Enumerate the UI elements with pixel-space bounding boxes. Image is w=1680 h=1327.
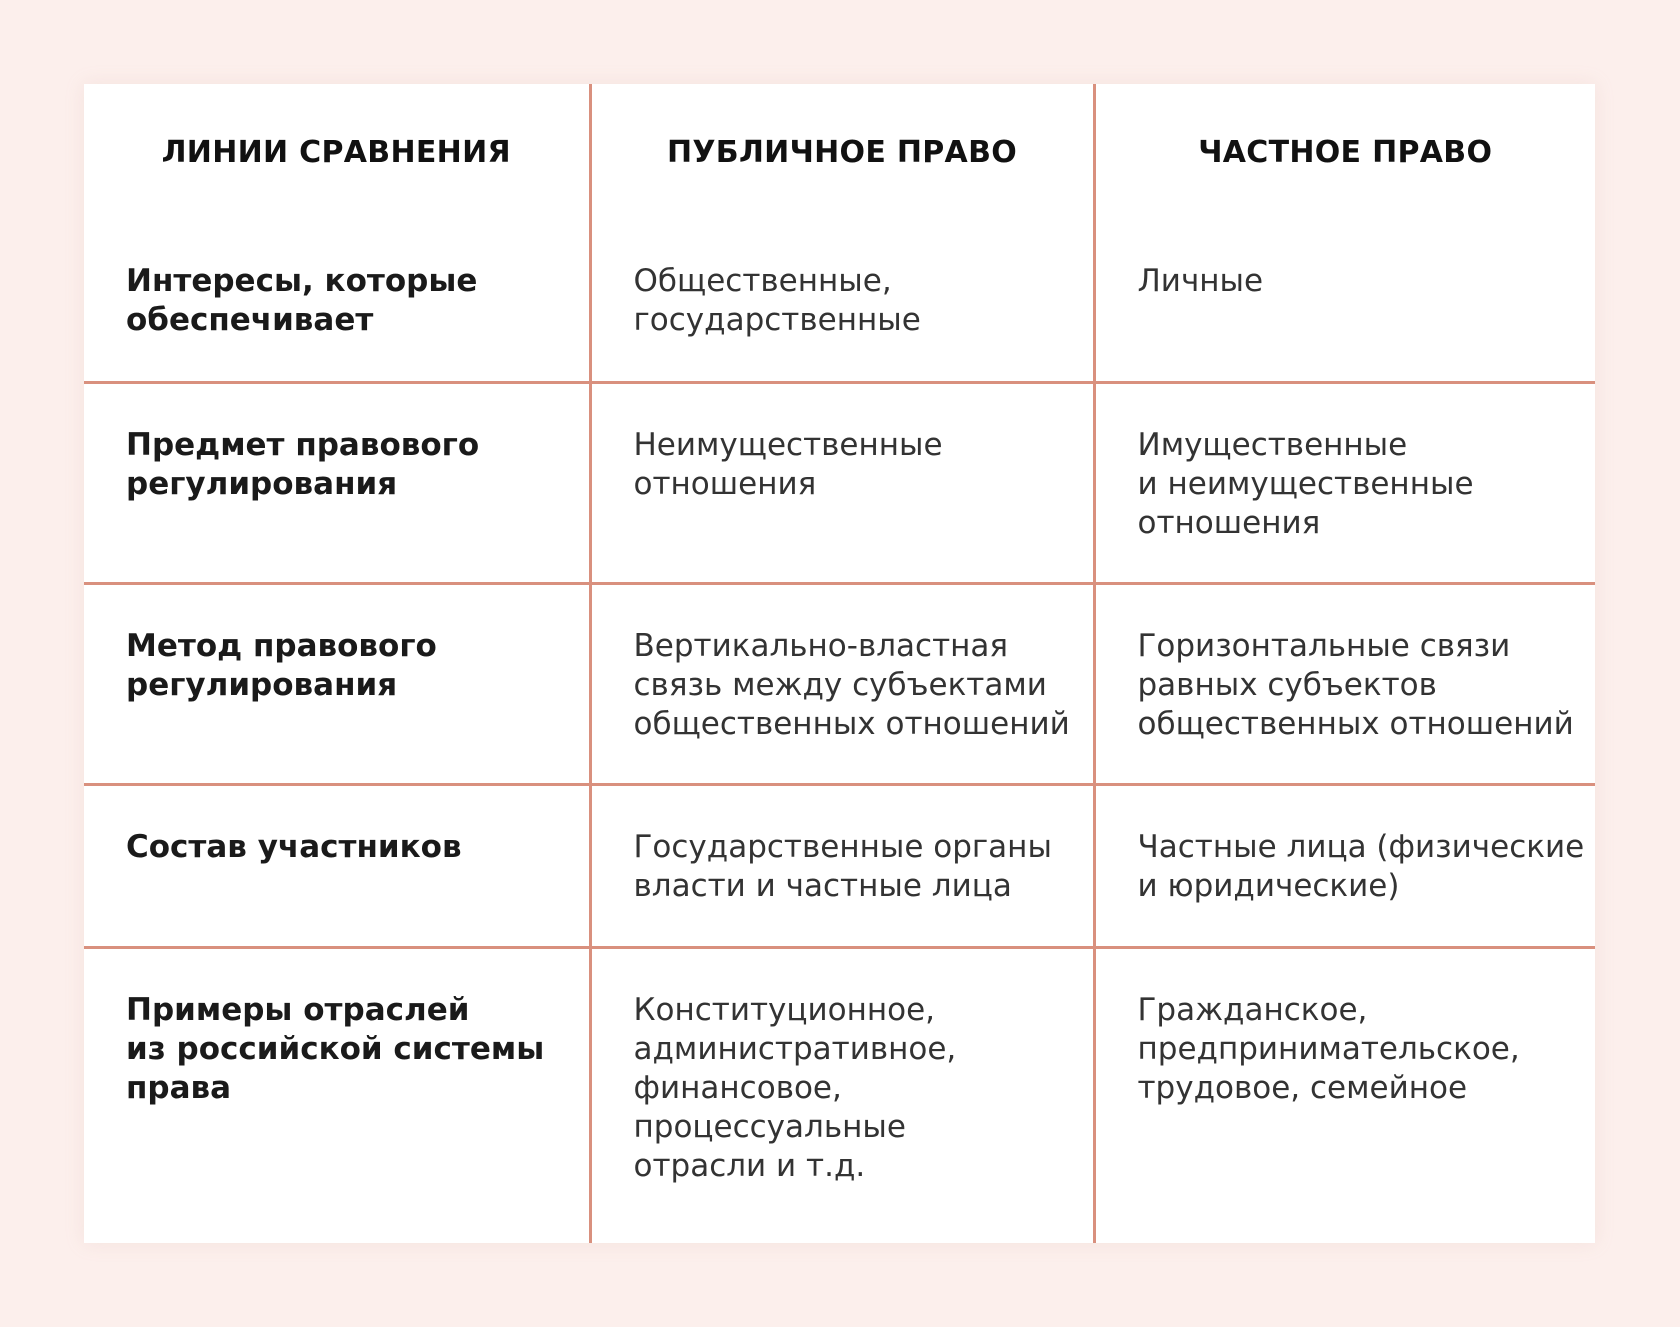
cell-line: отношения	[1137, 504, 1321, 541]
private-law-cell	[1094, 784, 1595, 947]
private-law-cell	[1094, 382, 1595, 583]
private-law-cell	[1094, 947, 1595, 1243]
cell-line: равных субъектов	[1137, 666, 1437, 703]
table-row	[84, 784, 1595, 947]
cell-line: и неимущественные	[1137, 465, 1474, 502]
cell-line: отношения	[633, 465, 817, 502]
cell-line: Метод правового	[126, 627, 437, 664]
cell-line: регулирования	[126, 465, 398, 502]
comparison-table	[84, 84, 1595, 1243]
cell-line: связь между субъектами	[633, 666, 1047, 703]
table-header-row	[84, 84, 1595, 220]
header-private-law: ЧАСТНОЕ ПРАВО	[1094, 84, 1595, 220]
cell-line: процессуальные	[633, 1108, 906, 1145]
public-law-cell	[590, 583, 1094, 784]
cell-line: Государственные органы	[633, 828, 1052, 865]
cell-line: Неимущественные	[633, 426, 943, 463]
public-law-cell	[590, 220, 1094, 382]
header-public-law: ПУБЛИЧНОЕ ПРАВО	[590, 84, 1094, 220]
cell-line: Имущественные	[1137, 426, 1408, 463]
cell-line: предпринимательское,	[1137, 1030, 1520, 1067]
cell-line: власти и частные лица	[633, 867, 1012, 904]
cell-line: Общественные,	[633, 263, 892, 299]
cell-line: Состав участников	[126, 828, 462, 865]
cell-line: Личные	[1137, 263, 1264, 299]
cell-line: из российской системы	[126, 1030, 545, 1067]
criterion-cell	[84, 947, 590, 1243]
comparison-card	[84, 84, 1595, 1243]
cell-line: регулирования	[126, 666, 398, 703]
criterion-cell	[84, 583, 590, 784]
cell-line: Предмет правового	[126, 426, 480, 463]
table-row	[84, 382, 1595, 583]
cell-line: Частные лица (физические	[1137, 828, 1585, 865]
criterion-cell	[84, 220, 590, 382]
public-law-cell	[590, 382, 1094, 583]
table-row	[84, 220, 1595, 382]
cell-line: Гражданское,	[1137, 991, 1368, 1028]
cell-line: общественных отношений	[633, 705, 1070, 742]
cell-line: отрасли и т.д.	[633, 1147, 866, 1184]
cell-line: обеспечивает	[126, 302, 374, 338]
cell-line: Горизонтальные связи	[1137, 627, 1511, 664]
private-law-cell	[1094, 220, 1595, 382]
table-row	[84, 583, 1595, 784]
public-law-cell	[590, 784, 1094, 947]
table-row	[84, 947, 1595, 1243]
cell-line: права	[126, 1069, 232, 1106]
cell-line: финансовое,	[633, 1069, 842, 1106]
private-law-cell	[1094, 583, 1595, 784]
cell-line: трудовое, семейное	[1137, 1069, 1468, 1106]
cell-line: и юридические)	[1137, 867, 1400, 904]
header-comparison-lines: ЛИНИИ СРАВНЕНИЯ	[84, 84, 590, 220]
public-law-cell	[590, 947, 1094, 1243]
criterion-cell	[84, 382, 590, 583]
cell-line: Примеры отраслей	[126, 991, 470, 1028]
cell-line: Интересы, которые	[126, 263, 478, 299]
cell-line: административное,	[633, 1030, 957, 1067]
cell-line: Конституционное,	[633, 991, 936, 1028]
cell-line: общественных отношений	[1137, 705, 1574, 742]
criterion-cell	[84, 784, 590, 947]
cell-line: Вертикально-властная	[633, 627, 1009, 664]
cell-line: государственные	[633, 302, 921, 338]
